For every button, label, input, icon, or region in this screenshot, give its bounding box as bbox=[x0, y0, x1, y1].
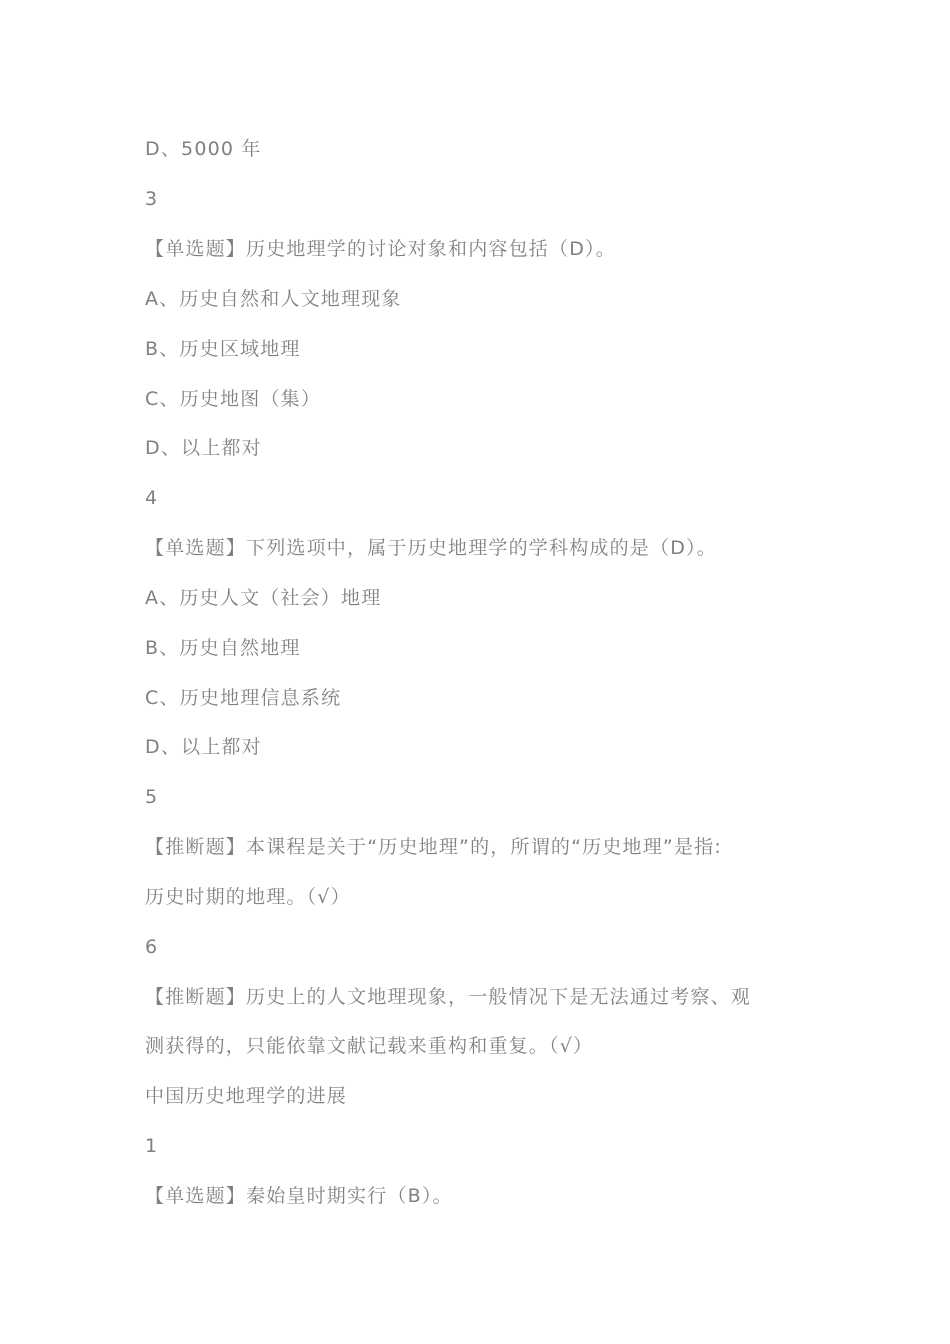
question-number-5: 5 bbox=[145, 786, 159, 808]
section-heading: 中国历史地理学的进展 bbox=[145, 1085, 348, 1107]
question-4-option-d: D、以上都对 bbox=[145, 736, 262, 758]
question-1-text: 【单选题】秦始皇时期实行（B）。 bbox=[145, 1185, 453, 1207]
question-4-option-c: C、历史地理信息系统 bbox=[145, 687, 342, 709]
question-5-text-line-2: 历史时期的地理。（√） bbox=[145, 886, 351, 908]
question-4-option-a: A、历史人文（社会）地理 bbox=[145, 587, 382, 609]
question-3-option-d: D、以上都对 bbox=[145, 437, 262, 459]
question-number-4: 4 bbox=[145, 487, 159, 509]
question-4-text: 【单选题】下列选项中，属于历史地理学的学科构成的是（D）。 bbox=[145, 537, 717, 559]
question-3-option-c: C、历史地图（集） bbox=[145, 388, 322, 410]
question-4-option-b: B、历史自然地理 bbox=[145, 637, 301, 659]
question-number-6: 6 bbox=[145, 936, 159, 958]
question-3-text: 【单选题】历史地理学的讨论对象和内容包括（D）。 bbox=[145, 238, 616, 260]
question-5-text-line-1: 【推断题】本课程是关于“历史地理”的，所谓的“历史地理”是指: bbox=[145, 836, 722, 858]
question-3-option-a: A、历史自然和人文地理现象 bbox=[145, 288, 402, 310]
question-number-1: 1 bbox=[145, 1135, 159, 1157]
question-number-3: 3 bbox=[145, 188, 159, 210]
question-6-text-line-1: 【推断题】历史上的人文地理现象，一般情况下是无法通过考察、观 bbox=[145, 986, 752, 1008]
option-d-prev: D、5000 年 bbox=[145, 138, 262, 160]
question-3-option-b: B、历史区域地理 bbox=[145, 338, 301, 360]
question-6-text-line-2: 测获得的，只能依靠文献记载来重构和重复。（√） bbox=[145, 1035, 594, 1057]
